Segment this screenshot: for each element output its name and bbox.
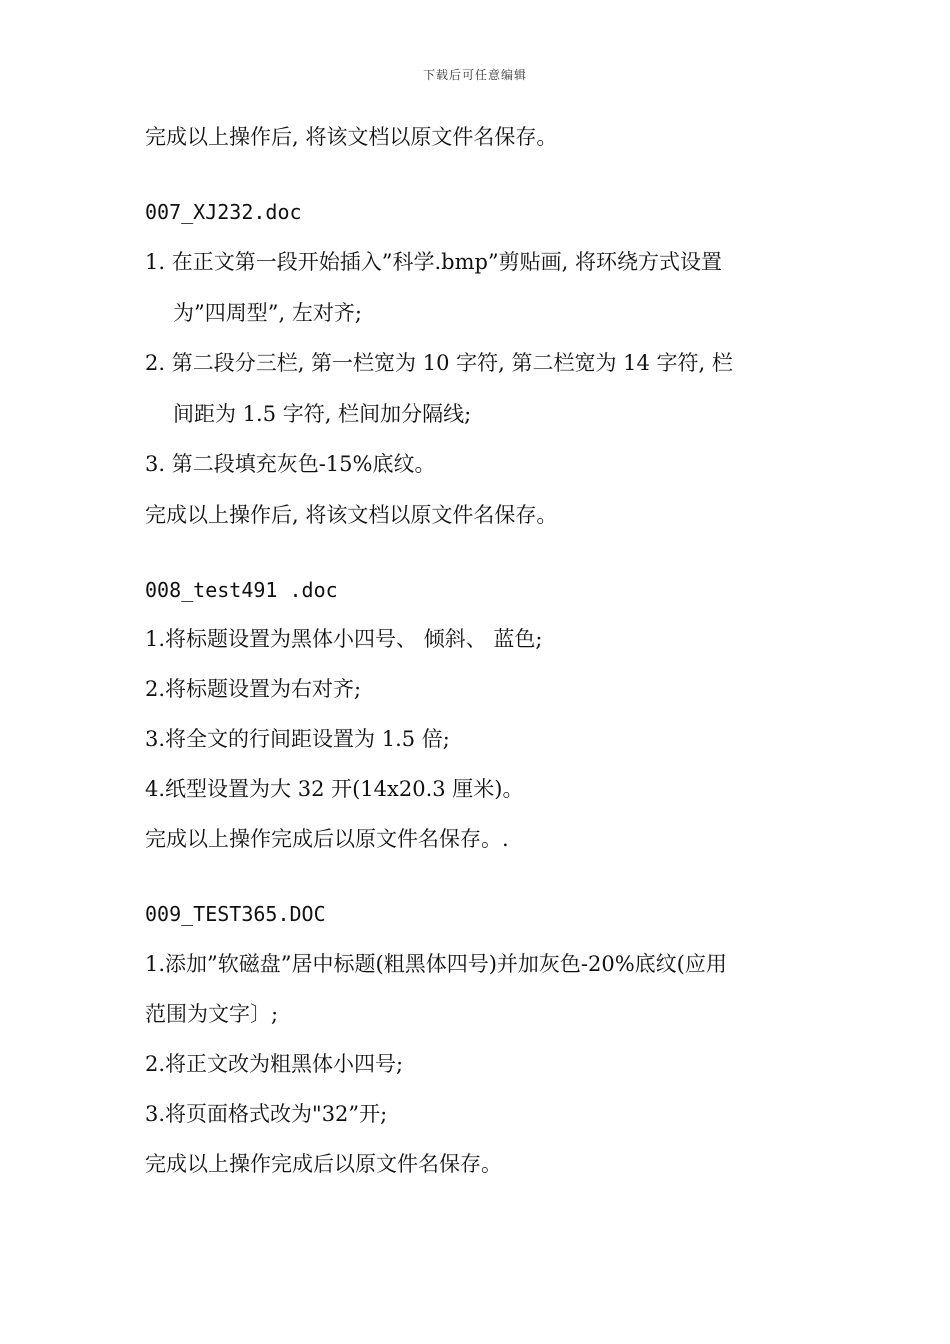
page-header: 下载后可任意编辑 <box>422 68 527 82</box>
file-heading-008: 008_test491 .doc <box>145 578 338 602</box>
step-3: 3.将全文的行间距设置为 1.5 倍; <box>145 727 450 751</box>
step-2: 2.将正文改为粗黑体小四号; <box>145 1052 404 1076</box>
file-heading-007: 007_XJ232.doc <box>145 200 302 224</box>
file-heading-009: 009_TEST365.DOC <box>145 902 326 926</box>
save-instruction: 完成以上操作完成后以原文件名保存。 <box>145 1152 502 1176</box>
step-2-continued: 间距为 1.5 字符, 栏间加分隔线; <box>173 402 472 426</box>
step-1-continued: 为”四周型”, 左对齐; <box>173 301 362 325</box>
save-instruction: 完成以上操作后, 将该文档以原文件名保存。 <box>145 125 558 149</box>
step-2: 2. 第二段分三栏, 第一栏宽为 10 字符, 第二栏宽为 14 字符, 栏 <box>145 351 733 375</box>
step-2: 2.将标题设置为右对齐; <box>145 677 362 701</box>
step-1-continued: 范围为文字〕; <box>145 1002 279 1026</box>
step-3: 3. 第二段填充灰色-15%底纹。 <box>145 452 436 476</box>
step-1: 1. 在正文第一段开始插入”科学.bmp”剪贴画, 将环绕方式设置 <box>145 250 723 274</box>
step-4: 4.纸型设置为大 32 开(14x20.3 厘米)。 <box>145 777 524 801</box>
step-3: 3.将页面格式改为"32”开; <box>145 1102 388 1126</box>
save-instruction: 完成以上操作后, 将该文档以原文件名保存。 <box>145 503 558 527</box>
step-1: 1.将标题设置为黑体小四号、 倾斜、 蓝色; <box>145 627 543 651</box>
save-instruction: 完成以上操作完成后以原文件名保存。. <box>145 827 509 851</box>
step-1: 1.添加”软磁盘”居中标题(粗黑体四号)并加灰色-20%底纹(应用 <box>145 952 727 976</box>
